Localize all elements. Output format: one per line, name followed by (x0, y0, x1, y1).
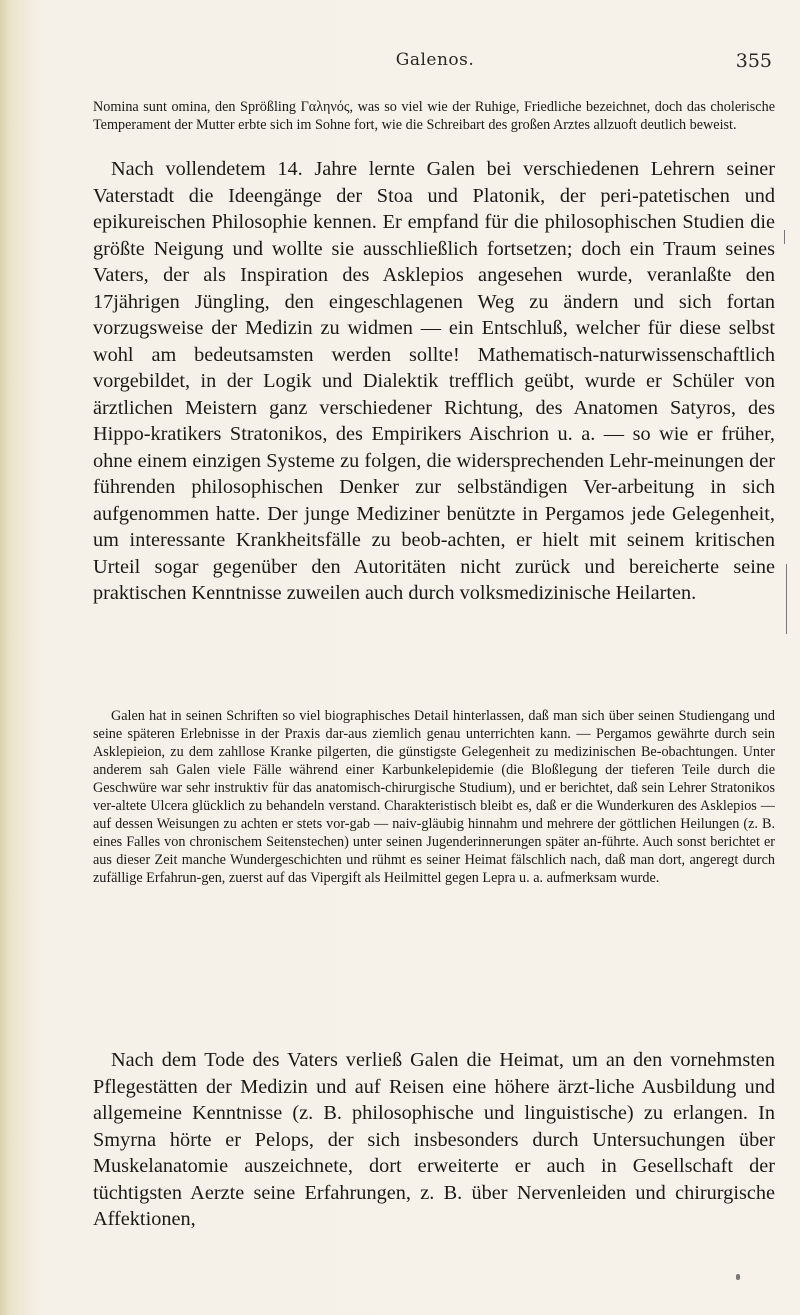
paragraph-biographical-note (93, 707, 775, 887)
paragraph-text: Nomina sunt omina, den Sprößling Γαληνός, was so viel wie der Ruhige, Friedliche bezeichnet, doch das cholerische Temperament der Mutter erbte sich im Sohne fort, wie die Schreibart des großen Arztes allzuoft deutlich beweist. (93, 99, 775, 133)
paragraph-text: Nach vollendetem 14. Jahre lernte Galen bei verschiedenen Lehrern seiner Vaterstadt die Ideengänge der Stoa und Platonik, der peri-patetischen und epikureischen Philosophie kennen. Er empfand für die philosophischen Studien die größte Neigung und wollte sie ausschließlich fortsetzen; doch ein Traum seines Vaters, der als Inspiration des Asklepios angesehen wurde, veranlaßte den 17jährigen Jüngling, den eingeschlagenen Weg zu ändern und sich fortan vorzugsweise der Medizin zu widmen — ein Entschluß, welcher für diese selbst wohl am bedeutsamsten werden sollte! Mathematisch-naturwissenschaftlich vorgebildet, in der Logik und Dialektik trefflich geübt, wurde er Schüler von ärztlichen Meistern ganz verschiedener Richtung, des Anatomen Satyros, des Hippo-kratikers Stratonikos, des Empirikers Aischrion u. a. — so wie er früher, ohne einem einzigen Systeme zu folgen, die widersprechenden Lehr-meinungen der führenden philosophischen Denker zur selbständigen Ver-arbeitung in sich aufgenommen hatte. Der junge Mediziner benützte in Pergamos jede Gelegenheit, um interessante Krankheitsfälle zu beob-achten, er hielt mit seinem kritischen Urteil sogar gegenüber den Autoritäten nicht zurück und bereicherte seine praktischen Kenntnisse zuweilen auch durch volksmedizinische Heilarten. (93, 158, 775, 604)
paragraph-text: Galen hat in seinen Schriften so viel biographisches Detail hinterlassen, daß man sich über seinen Studiengang und seine späteren Erlebnisse in der Praxis dar-aus ziemlich genau unterrichten kann. — Pergamos gewährte durch sein Asklepieion, zu dem zahllose Kranke pilgerten, die günstigste Gelegenheit zu medizinischen Be-obachtungen. Unter anderem sah Galen viele Fälle während einer Karbunkelepidemie (die Bloßlegung der tieferen Teile durch die Geschwüre war sehr instruktiv für das anatomisch-chirurgische Studium), und er berichtet, daß sein Lehrer Stratonikos ver-altete Ulcera glücklich zu behandeln verstand. Charakteristisch bleibt es, daß er die Wunderkuren des Asklepios — auf dessen Weisungen zu achten er stets vor-gab — naiv-gläubig hinnahm und mehrere der göttlichen Heilungen (z. B. eines Falles von chronischem Seitenstechen) unter seinen Jugenderinnerungen später an-führte. Auch sonst berichtet er aus dieser Zeit manche Wundergeschichten und rühmt es seiner Heimat fälschlich nach, daß man dort, angeregt durch zufällige Erfahrun-gen, zuerst auf das Vipergift als Heilmittel gegen Lepra u. a. aufmerksam wurde. (93, 708, 775, 886)
running-title: Galenos. (395, 50, 475, 70)
paragraph-travels (93, 1047, 775, 1233)
margin-pencil-mark (784, 230, 789, 244)
paragraph-intro (93, 98, 775, 134)
paragraph-text: Nach dem Tode des Vaters verließ Galen die Heimat, um an den vornehmsten Pflegestätten der Medizin und auf Reisen eine höhere ärzt-liche Ausbildung und allgemeine Kenntnisse (z. B. philosophische und linguistische) zu erlangen. In Smyrna hörte er Pelops, der sich insbesonders durch Untersuchungen über Muskelanatomie auszeichnete, dort erweiterte er auch in Gesellschaft der tüchtigsten Aerzte seine Erfahrungen, z. B. über Nervenleiden und chirurgische Affektionen, (93, 1049, 775, 1230)
ink-speck (736, 1274, 740, 1280)
page-header (90, 50, 780, 80)
paragraph-education (93, 156, 775, 607)
margin-pencil-mark (786, 564, 791, 634)
page-number: 355 (735, 50, 772, 72)
